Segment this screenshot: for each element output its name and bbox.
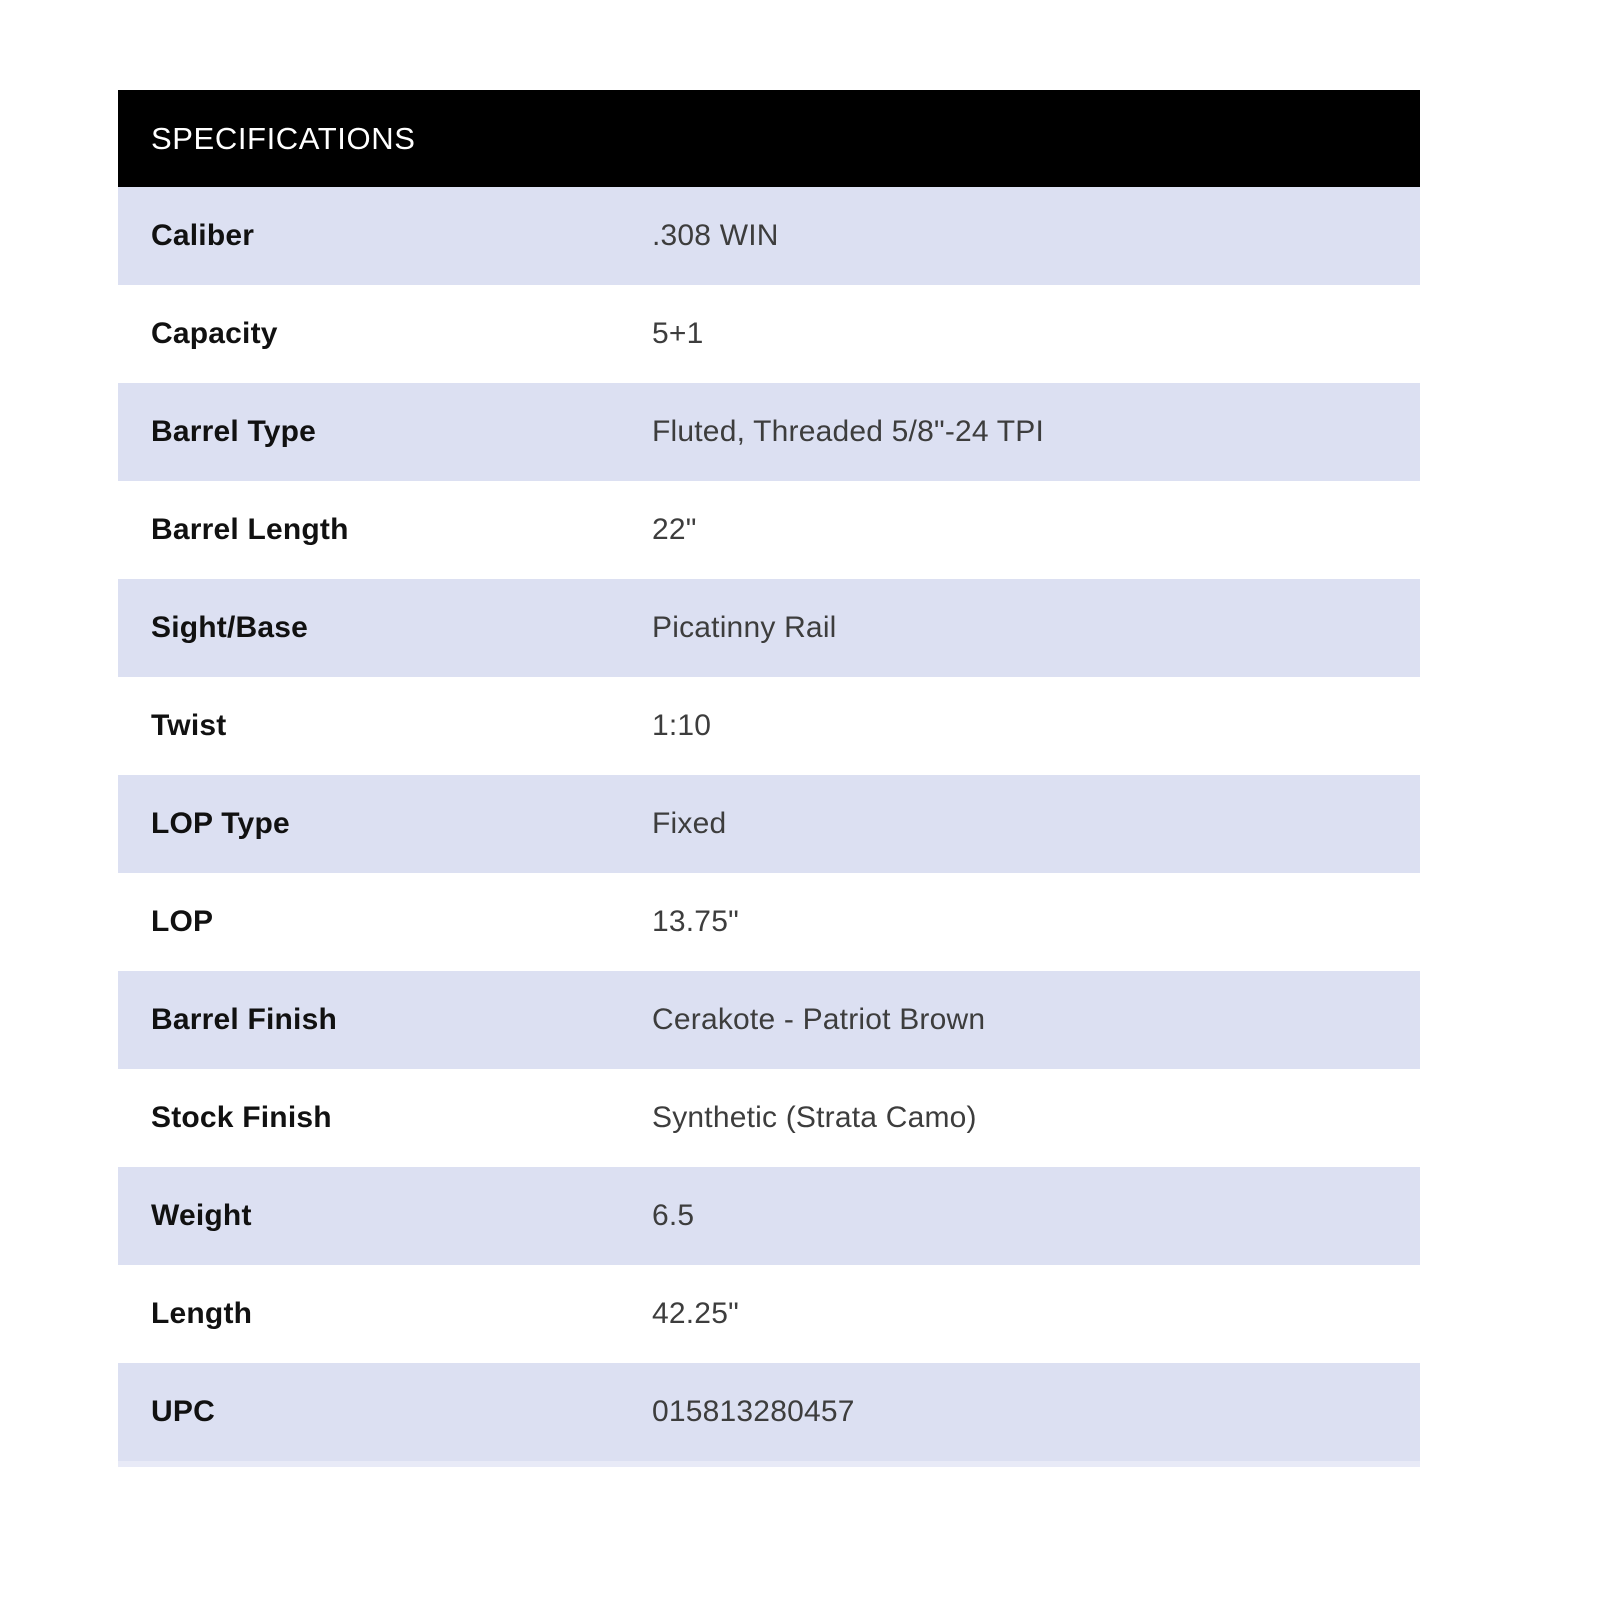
spec-value-twist: 1:10 bbox=[652, 709, 712, 742]
spec-value-barrel-type: Fluted, Threaded 5/8"-24 TPI bbox=[652, 415, 1045, 448]
spec-label-sight-base: Sight/Base bbox=[151, 611, 309, 644]
table-row bbox=[118, 285, 1420, 383]
spec-value-stock-finish: Synthetic (Strata Camo) bbox=[652, 1101, 977, 1134]
spec-label-upc: UPC bbox=[151, 1395, 215, 1428]
spec-value-lop-type: Fixed bbox=[652, 807, 727, 840]
spec-value-length: 42.25" bbox=[652, 1297, 739, 1330]
table-row bbox=[118, 1265, 1420, 1363]
spec-value-barrel-length: 22" bbox=[652, 513, 697, 546]
spec-value-sight-base: Picatinny Rail bbox=[652, 611, 837, 644]
spec-label-caliber: Caliber bbox=[151, 219, 255, 252]
spec-label-barrel-type: Barrel Type bbox=[151, 415, 317, 448]
spec-label-stock-finish: Stock Finish bbox=[151, 1101, 332, 1134]
spec-value-lop: 13.75" bbox=[652, 905, 739, 938]
table-row bbox=[118, 677, 1420, 775]
spec-label-lop: LOP bbox=[151, 905, 214, 938]
spec-label-weight: Weight bbox=[151, 1199, 252, 1232]
table-row bbox=[118, 1069, 1420, 1167]
spec-value-weight: 6.5 bbox=[652, 1199, 695, 1232]
spec-label-barrel-finish: Barrel Finish bbox=[151, 1003, 337, 1036]
specifications-table-body bbox=[118, 187, 1420, 1461]
table-row bbox=[118, 579, 1420, 677]
table-row bbox=[118, 1363, 1420, 1461]
table-row bbox=[118, 873, 1420, 971]
specifications-panel bbox=[118, 90, 1420, 1467]
spec-label-lop-type: LOP Type bbox=[151, 807, 290, 840]
specifications-table bbox=[118, 187, 1420, 1461]
spec-value-caliber: .308 WIN bbox=[652, 219, 779, 252]
table-bottom-edge bbox=[118, 1461, 1420, 1467]
table-row bbox=[118, 775, 1420, 873]
specifications-header bbox=[118, 90, 1420, 187]
page-title: SPECIFICATIONS bbox=[151, 120, 416, 156]
table-row bbox=[118, 187, 1420, 285]
table-row bbox=[118, 383, 1420, 481]
spec-label-twist: Twist bbox=[151, 709, 227, 742]
spec-value-upc: 015813280457 bbox=[652, 1395, 855, 1428]
table-row bbox=[118, 971, 1420, 1069]
spec-value-barrel-finish: Cerakote - Patriot Brown bbox=[652, 1003, 986, 1036]
spec-label-barrel-length: Barrel Length bbox=[151, 513, 349, 546]
table-row bbox=[118, 481, 1420, 579]
spec-value-capacity: 5+1 bbox=[652, 317, 704, 350]
spec-label-length: Length bbox=[151, 1297, 253, 1330]
spec-label-capacity: Capacity bbox=[151, 317, 278, 350]
table-row bbox=[118, 1167, 1420, 1265]
